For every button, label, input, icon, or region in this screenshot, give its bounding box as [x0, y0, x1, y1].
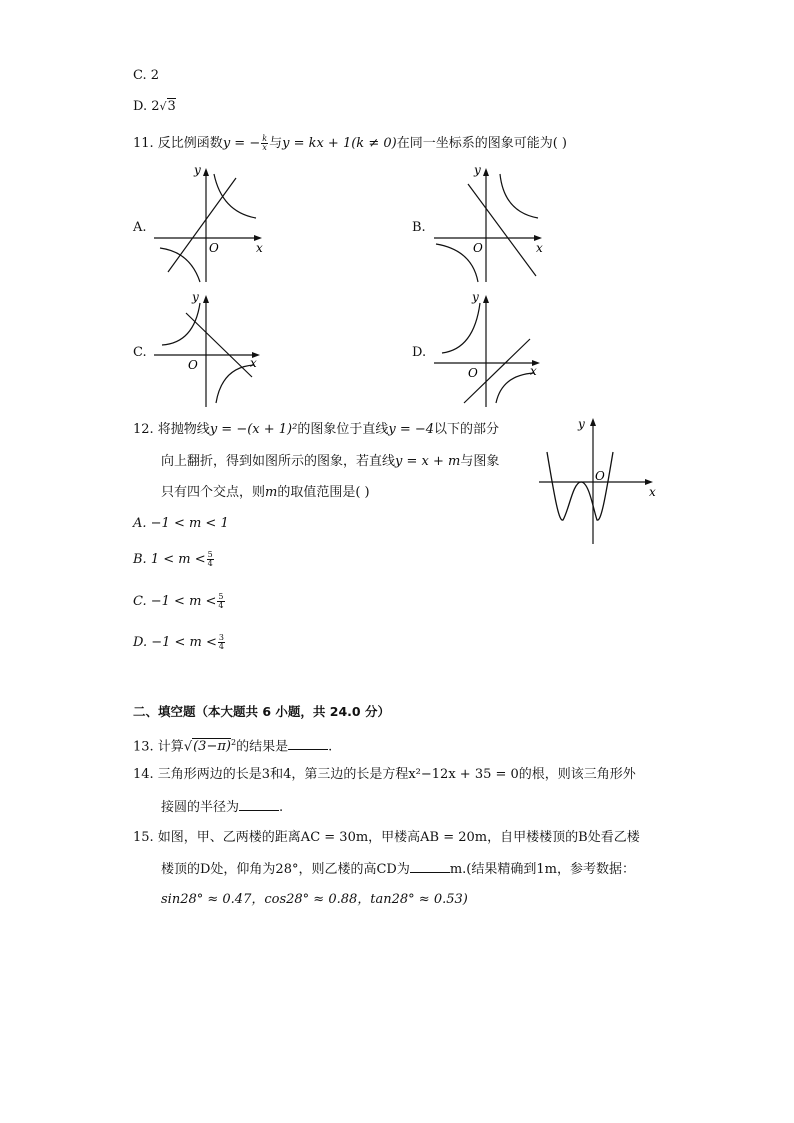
q11-b-axis-y: y — [474, 163, 481, 177]
q11-c-hyperbola-q4 — [216, 365, 254, 403]
q11-c-origin: O — [188, 358, 198, 372]
q11-d-origin: O — [468, 366, 478, 380]
q15-line2-pre: 楼顶的D处，仰角为28°，则乙楼的高CD为 — [161, 862, 410, 877]
q11-graph-d — [430, 285, 550, 410]
q13-radicand: (3−π) — [193, 739, 231, 755]
q11-option-d-label: D. — [412, 345, 427, 360]
q11-graph-b — [430, 160, 550, 285]
q13-stem: 13. 计算$√(3-\pi)^2$的结果是 . — [133, 738, 333, 755]
q12-line2-post: 与图象 — [460, 454, 500, 469]
q12-axis-x: x — [649, 485, 656, 499]
q11-d-hyperbola-q4 — [496, 373, 534, 403]
q10-option-d-label: D. 2 — [133, 99, 160, 114]
q12-option-c-den: 4 — [218, 601, 224, 610]
q12-line3-m: m — [265, 485, 278, 500]
q12-option-b — [133, 551, 215, 569]
q12-line2-pre: 向上翻折，得到如图所示的图象，若直线 — [161, 454, 396, 469]
q11-d-hyperbola-q2 — [442, 303, 480, 353]
q11-f1-den: x — [262, 143, 267, 152]
q11-graph-a — [150, 160, 270, 285]
q12-option-c-num: 5 — [218, 592, 224, 601]
q14-answer-blank — [239, 798, 279, 811]
q12-option-b-num: 5 — [207, 550, 213, 559]
q11-stem — [133, 135, 567, 153]
q12-option-c-frac — [217, 593, 224, 610]
q11-d-axis-x: x — [530, 364, 537, 378]
q11-option-a-label: A. — [133, 220, 147, 235]
q12-option-c — [133, 593, 226, 611]
q13-exponent: 2 — [230, 738, 237, 747]
q11-a-hyperbola-q3 — [160, 248, 200, 282]
q13-pre: 13. 计算 — [133, 739, 184, 755]
q12-line1-mid: 的图象位于直线 — [297, 422, 389, 437]
q12-option-b-den: 4 — [207, 559, 213, 568]
q11-c-hyperbola-q2 — [162, 303, 200, 345]
q12-axis-y: y — [578, 417, 585, 431]
q11-stem-post: 在同一坐标系的图象可能为( ) — [396, 136, 567, 151]
q13-post: 的结果是 — [236, 739, 289, 755]
q14-line2-text: 接圆的半径为 — [161, 800, 240, 815]
q11-f1-frac — [261, 135, 268, 152]
q11-b-hyperbola-q1 — [500, 174, 538, 218]
q11-option-c-label: C. — [133, 345, 147, 360]
q12-folded-parabola — [547, 452, 613, 520]
q12-option-c-pre: C. −1 < m < — [133, 594, 217, 609]
q11-stem-pre: 11. 反比例函数 — [133, 136, 223, 151]
q14-line2: 接圆的半径为 . — [161, 800, 284, 815]
q12-stem-line3 — [161, 484, 370, 502]
q11-graph-c — [150, 285, 270, 410]
section-2-header: 二、填空题（本大题共 6 小题，共 24.0 分） — [133, 704, 390, 719]
q12-option-b-frac — [207, 551, 214, 568]
q11-b-axis-x: x — [536, 241, 543, 255]
q15-answer-blank — [410, 860, 450, 873]
q11-option-b-label: B. — [412, 220, 426, 235]
q14-line1: 14. 三角形两边的长是3和4，第三边的长是方程x²−12x + 35 = 0的根，则该三角形外 — [133, 767, 636, 782]
q11-a-hyperbola-q1 — [214, 174, 256, 218]
q12-line1-formula2: y = −4 — [388, 422, 435, 437]
q11-b-hyperbola-q3 — [436, 244, 478, 282]
q12-line2-formula: y = x + m — [395, 454, 461, 469]
q12-option-d-frac — [218, 634, 225, 651]
q11-f1-num: k — [262, 134, 268, 143]
q12-option-a — [133, 515, 229, 533]
q12-option-b-pre: B. 1 < m < — [133, 552, 206, 567]
q12-line1-formula: y = −(x + 1)² — [209, 422, 298, 437]
q12-stem-line1 — [133, 421, 499, 439]
q12-line1-pre: 12. 将抛物线 — [133, 422, 210, 437]
q11-d-axis-y: y — [472, 290, 479, 304]
q12-graph — [535, 410, 665, 550]
q10-option-d: D. 2√3 — [133, 99, 176, 114]
q12-option-d — [133, 634, 226, 652]
q11-f1-lhs: y = − — [222, 136, 261, 151]
q11-stem-mid: 与 — [269, 136, 283, 151]
q11-c-axis-y: y — [192, 290, 199, 304]
q12-option-a-text: A. −1 < m < 1 — [133, 516, 229, 531]
q12-stem-line2 — [161, 453, 499, 471]
q13-answer-blank — [288, 737, 328, 750]
q12-option-d-pre: D. −1 < m < — [133, 635, 217, 650]
q12-line1-post: 以下的部分 — [434, 422, 500, 437]
q11-c-axis-x: x — [250, 356, 257, 370]
q10-option-d-radicand: 3 — [167, 99, 176, 114]
q11-a-axis-x: x — [256, 241, 263, 255]
q15-line3: sin28° ≈ 0.47，cos28° ≈ 0.88，tan28° ≈ 0.53) — [161, 892, 468, 907]
q11-b-origin: O — [473, 241, 483, 255]
q15-line2-post: m.(结果精确到1m，参考数据： — [449, 862, 635, 877]
q15-line1: 15. 如图，甲、乙两楼的距离AC = 30m，甲楼高AB = 20m，自甲楼楼顶的B处看乙楼 — [133, 830, 640, 845]
q11-a-line — [168, 178, 236, 272]
q11-b-line — [468, 184, 536, 276]
q12-option-d-num: 3 — [218, 633, 224, 642]
q15-line2 — [161, 860, 635, 879]
q11-f2: y = kx + 1(k ≠ 0) — [282, 136, 397, 151]
q12-line3-post: 的取值范围是( ) — [277, 485, 370, 500]
q11-a-axis-y: y — [194, 163, 201, 177]
q11-a-origin: O — [209, 241, 219, 255]
q10-option-c: C. 2 — [133, 68, 160, 83]
q12-option-d-den: 4 — [218, 642, 224, 651]
q12-line3-pre: 只有四个交点，则 — [161, 485, 266, 500]
q12-origin: O — [595, 469, 605, 483]
